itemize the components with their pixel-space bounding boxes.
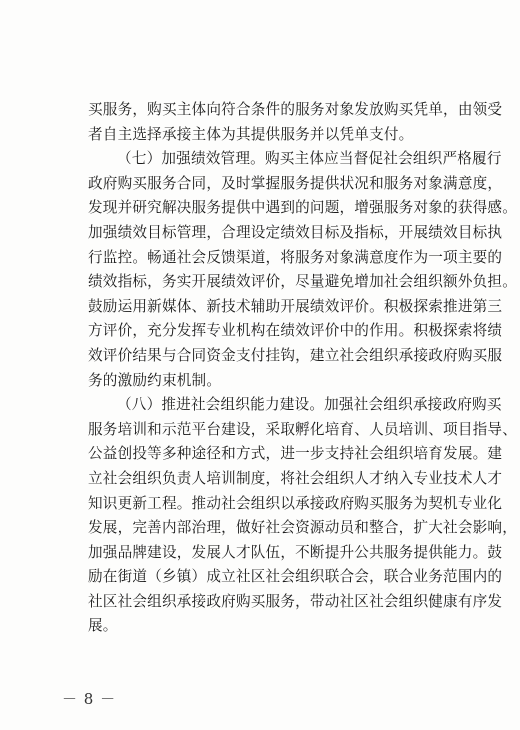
paragraph-heading-line: （七）加强绩效管理。购买主体应当督促社会组织严格履行: [117, 150, 502, 168]
text-line: 公益创投等多种途径和方式，进一步支持社会组织培育发展。建: [88, 445, 503, 463]
text-line: 服务培训和示范平台建设，采取孵化培育、人员培训、项目指导、: [88, 420, 518, 438]
text-line: 发展，完善内部治理，做好社会资源动员和整合，扩大社会影响，: [88, 519, 518, 537]
text-line: 方评价，充分发挥专业机构在绩效评价中的作用。积极探索将绩: [88, 322, 503, 340]
text-line: 励在街道（乡镇）成立社区社会组织联合会，联合业务范围内的: [88, 568, 503, 586]
text-line: 效评价结果与合同资金支付挂钩，建立社会组织承接政府购买服: [88, 346, 503, 364]
text-line: 展。: [88, 617, 118, 635]
document-body: [88, 98, 518, 639]
text-line: 行监控。畅通社会反馈渠道，将服务对象满意度作为一项主要的: [88, 248, 503, 266]
text-line: 务的激励约束机制。: [88, 371, 222, 389]
text-line: 加强品牌建设，发展人才队伍，不断提升公共服务提供能力。鼓: [88, 543, 503, 561]
text-line: 发现并研究解决服务提供中遇到的问题，增强服务对象的获得感。: [88, 199, 518, 217]
page-number: － 8 －: [62, 690, 117, 708]
text-line: 加强绩效目标管理，合理设定绩效目标及指标，开展绩效目标执: [88, 223, 503, 241]
text-line: 买服务，购买主体向符合条件的服务对象发放购买凭单，由领受: [88, 101, 503, 118]
text-line: 绩效指标，务实开展绩效评价，尽量避免增加社会组织额外负担。: [88, 273, 518, 291]
text-line: 知识更新工程。推动社会组织以承接政府购买服务为契机专业化: [88, 494, 503, 512]
text-line: 立社会组织负责人培训制度，将社会组织人才纳入专业技术人才: [88, 469, 503, 487]
text-line: 政府购买服务合同，及时掌握服务提供状况和服务对象满意度，: [88, 174, 503, 192]
paragraph-heading-line: （八）推进社会组织能力建设。加强社会组织承接政府购买: [117, 396, 502, 414]
text-line: 鼓励运用新媒体、新技术辅助开展绩效评价。积极探索推进第三: [88, 297, 503, 315]
text-line: 者自主选择承接主体为其提供服务并以凭单支付。: [88, 125, 414, 143]
text-line: 社区社会组织承接政府购买服务，带动社区社会组织健康有序发: [88, 592, 503, 610]
